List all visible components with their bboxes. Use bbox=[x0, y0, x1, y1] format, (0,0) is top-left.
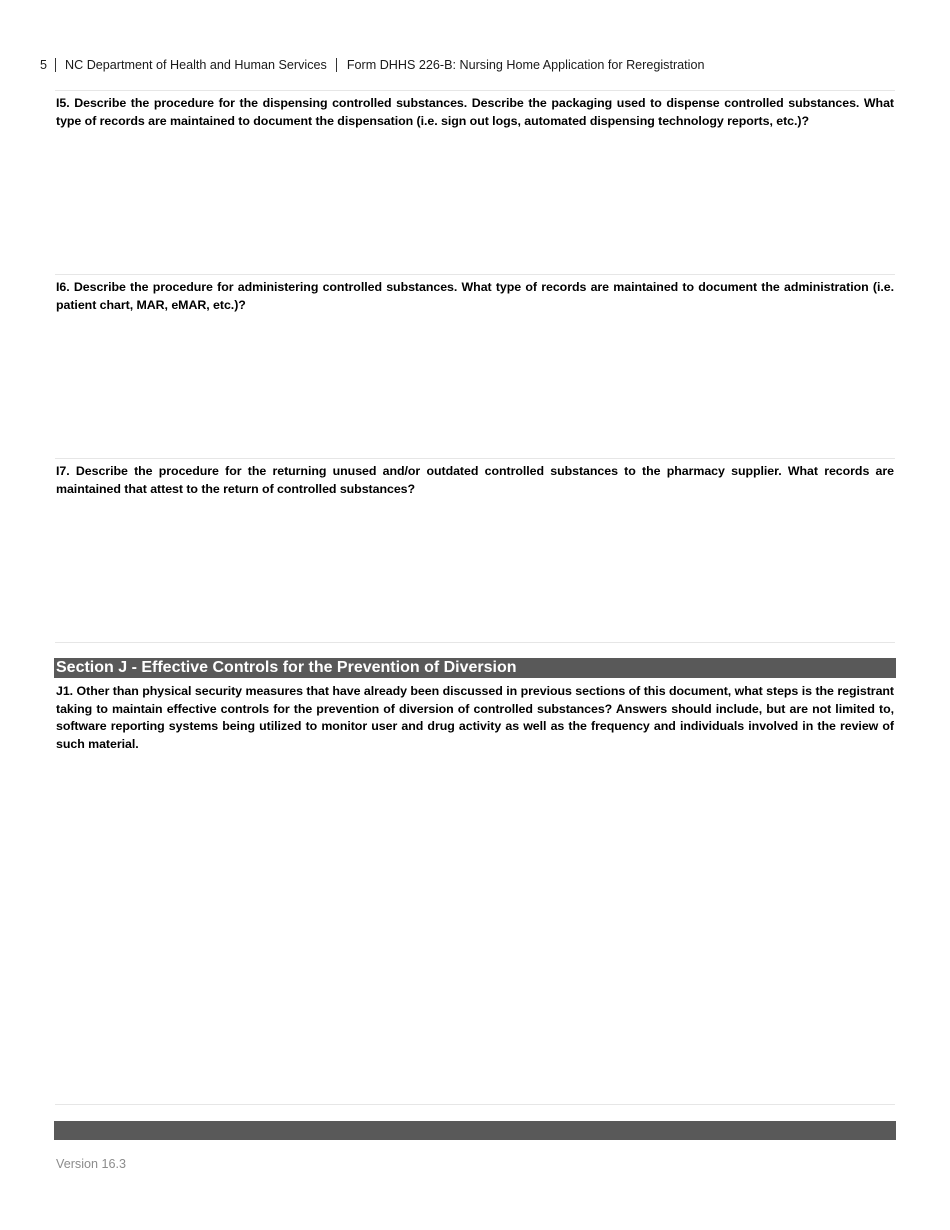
divider-line bbox=[55, 642, 895, 643]
divider-line bbox=[55, 458, 895, 459]
answer-area-i6[interactable] bbox=[55, 316, 895, 454]
question-i6: I6. Describe the procedure for administering controlled substances. What type of records are maintained to document the administration (i.e. patient chart, MAR, eMAR, etc.)? bbox=[56, 280, 894, 312]
version-label: Version 16.3 bbox=[56, 1157, 127, 1171]
question-i7: I7. Describe the procedure for the returning unused and/or outdated controlled substances to the pharmacy supplier. What records are maintained that attest to the return of controlled substances? bbox=[56, 464, 894, 496]
divider-line bbox=[55, 90, 895, 91]
page-header bbox=[40, 56, 704, 74]
answer-area-i5[interactable] bbox=[55, 132, 895, 270]
section-j-header: Section J - Effective Controls for the Prevention of Diversion bbox=[54, 658, 896, 678]
question-j1: J1. Other than physical security measures that have already been discussed in previous sections of this document, what steps is the registrant taking to maintain effective controls for the prevention of diversion of controlled substances? Answers should include, but are not limited to, software reporting systems being utilized to monitor user and drug activity as well as the frequency and individuals involved in the review of such material. bbox=[56, 684, 894, 751]
answer-area-j1[interactable] bbox=[55, 755, 895, 1100]
answer-area-i7[interactable] bbox=[55, 500, 895, 638]
divider-line bbox=[55, 1104, 895, 1105]
divider-line bbox=[55, 274, 895, 275]
footer-bar bbox=[54, 1121, 896, 1140]
form-title: Form DHHS 226-B: Nursing Home Application for Reregistration bbox=[336, 58, 705, 72]
question-i5: I5. Describe the procedure for the dispensing controlled substances. Describe the packaging used to dispense controlled substances. What type of records are maintained to document the dispensation (i.e. sign out logs, automated dispensing technology reports, etc.)? bbox=[56, 96, 894, 128]
page-number: 5 bbox=[40, 58, 48, 72]
department-name: NC Department of Health and Human Services bbox=[55, 58, 336, 72]
